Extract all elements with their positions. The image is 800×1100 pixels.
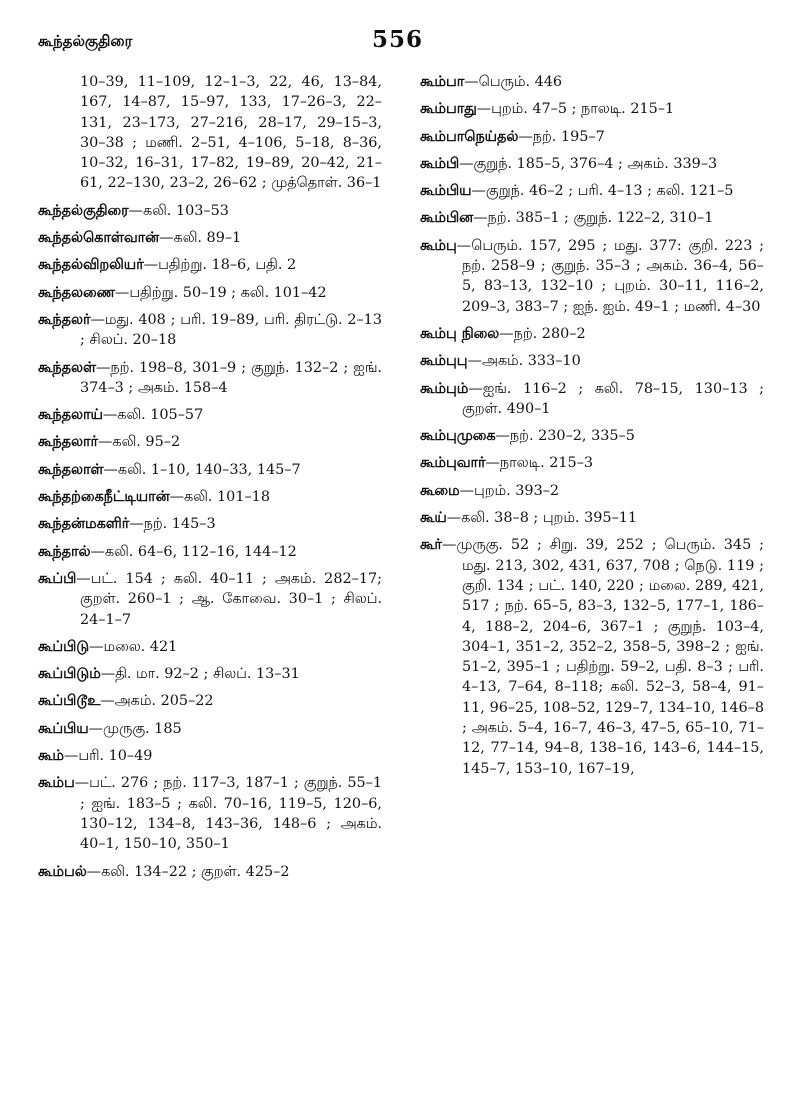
entry-headword: கூம்புவார் — [420, 455, 486, 472]
entry-headword: கூய் — [420, 510, 447, 527]
entry-headword: கூம்பா — [420, 74, 465, 90]
entry-headword: கூந்தற்கைநீட்டியான் — [38, 489, 170, 506]
entry-references: —முருகு. 52 ; சிறு. 39, 252 ; பெரும். 345 ; மது. 213, 302, 431, 637, 708 ; நெடு. 119 ; குறி. 134 ; பட். 140, 220 ; மலை. 289, 421, 517 ; நற். 65–5, 83–3, 132–5, 177–1, 186–4, 188–2, 204–6, 367–1 ; குறுந். 103–4, 304–1, 351–2, 352–2, 358–5, 398–2 ; ஐங். 51–2, 395–1 ; பதிற்று. 59–2, பதி. 8–3 ; பரி. 4–13, 7–64, 8–118; கலி. 52–3, 58–4, 91–11, 96–25, 108–52, 129–7, 134–10, 146–8 ; அகம். 5–4, 16–7, 46–3, 47–5, 65–10, 71–12, 77–14, 94–8, 138–16, 143–6, 144–15, 145–7, 153–10, 167–19, — [441, 537, 764, 777]
entry-headword: கூந்தல்குதிரை — [38, 202, 129, 219]
index-entry — [420, 236, 764, 317]
entry-headword: கூந்தல்விறலியர் — [38, 257, 144, 274]
index-entry — [420, 426, 764, 446]
entry-headword: கூம்பாநெய்தல் — [420, 128, 519, 145]
index-entry — [420, 72, 764, 92]
index-entry — [420, 324, 764, 344]
entry-headword: கூந்தலாள் — [38, 461, 104, 478]
entry-headword: கூந்தலாய் — [38, 407, 103, 424]
entry-headword: கூந்தல்கொள்வான் — [38, 230, 160, 247]
entry-references: —குறுந். 185–5, 376–4 ; அகம். 339–3 — [459, 155, 718, 172]
entry-references: —நற். 195–7 — [518, 128, 605, 145]
entry-headword: கூப்பிடு — [38, 638, 90, 655]
index-entry — [38, 310, 382, 351]
entry-references: —அகம். 205–22 — [100, 693, 214, 710]
entry-headword: கூம்பிய — [420, 183, 472, 200]
entry-headword: கூமை — [420, 482, 460, 499]
index-entry — [38, 637, 382, 657]
entry-headword: கூம்ப — [38, 775, 75, 792]
entry-headword: கூப்பிய — [38, 720, 89, 737]
index-entry — [420, 99, 764, 119]
entry-headword: கூம்பாது — [420, 101, 477, 118]
entry-references: —கலி. 101–18 — [169, 489, 270, 506]
index-entry — [420, 481, 764, 501]
entry-headword: கூந்தலணை — [38, 284, 115, 301]
entry-references: —பட். 276 ; நற். 117–3, 187–1 ; குறுந். 55–1 ; ஐங். 183–5 ; கலி. 70–16, 119–5, 120–6, 130–12, 134–8, 143–36, 148–6 ; அகம். 40–1, 150–10, 350–1 — [74, 775, 382, 853]
entry-headword: கூம்பி — [420, 155, 460, 172]
entry-references: —நாலடி. 215–3 — [485, 455, 594, 472]
index-entry — [38, 283, 382, 303]
entry-references: —தி. மா. 92–2 ; சிலப். 13–31 — [100, 666, 300, 683]
entry-headword: கூந்தலார் — [38, 434, 99, 451]
entry-references: —புறம். 393–2 — [459, 482, 560, 499]
index-entry — [38, 487, 382, 507]
entry-references: —பரி. 10–49 — [64, 748, 153, 765]
index-entry — [38, 405, 382, 425]
index-entry — [38, 664, 382, 684]
entry-references: —ஐங். 116–2 ; கலி. 78–15, 130–13 ; குறள். 490–1 — [462, 380, 764, 417]
right-column — [420, 72, 764, 786]
entry-references: —கலி. 1–10, 140–33, 145–7 — [103, 461, 301, 478]
running-head: கூந்தல்குதிரை — [38, 32, 133, 50]
index-entry — [420, 535, 764, 779]
entry-headword: கூம்புபு — [420, 353, 468, 370]
entry-headword: கூந்தன்மகளிர் — [38, 516, 130, 533]
page-header — [0, 0, 800, 60]
entry-headword: கூப்பிடும் — [38, 666, 101, 683]
entry-references: —கலி. 103–53 — [128, 202, 229, 219]
index-entry — [420, 127, 764, 147]
entry-headword: கூம்பின — [420, 210, 474, 227]
entry-references: —புறம். 47–5 ; நாலடி. 215–1 — [476, 101, 675, 118]
index-entry — [38, 358, 382, 399]
entry-references: —கலி. 89–1 — [159, 230, 242, 247]
index-entry — [420, 351, 764, 371]
entry-headword: கூம் — [38, 748, 65, 765]
index-entry — [420, 453, 764, 473]
index-entry — [420, 508, 764, 528]
index-entry — [38, 691, 382, 711]
index-entry — [38, 460, 382, 480]
index-entry — [420, 181, 764, 201]
entry-references: 10–39, 11–109, 12–1–3, 22, 46, 13–84, 167, 14–87, 15–97, 133, 17–26–3, 22–131, 23–173, 27–216, 28–17, 29–15–3, 30–38 ; மணி. 2–51, 4–106, 5–18, 8–36, 10–32, 16–31, 17–82, 19–89, 20–42, 21–61, 22–130, 23–2, 26–62 ; முத்தொள். 36–1 — [80, 74, 382, 192]
entry-headword: கூம்பும் — [420, 380, 469, 397]
index-entry — [38, 255, 382, 275]
index-entry — [38, 228, 382, 248]
entry-headword: கூம்பு நிலை — [420, 325, 500, 342]
index-entry — [38, 72, 382, 194]
page-number: 556 — [372, 26, 424, 53]
index-entry — [38, 719, 382, 739]
index-entry — [38, 862, 382, 882]
entry-headword: கூப்பிடூஉ — [38, 693, 101, 710]
entry-references: —அகம். 333–10 — [467, 353, 581, 370]
index-entry — [38, 569, 382, 630]
entry-references: —நற். 385–1 ; குறுந். 122–2, 310–1 — [473, 210, 714, 227]
entry-headword: கூந்தலர் — [38, 311, 91, 328]
entry-references: —மலை. 421 — [89, 638, 178, 655]
index-entry — [38, 542, 382, 562]
entry-headword: கூப்பி — [38, 570, 77, 587]
entry-references: —பட். 154 ; கலி. 40–11 ; அகம். 282–17; குறள். 260–1 ; ஆ. கோவை. 30–1 ; சிலப். 24–1–7 — [76, 570, 382, 628]
entry-headword: கூந்தலள் — [38, 359, 96, 376]
entry-headword: கூர் — [420, 537, 442, 554]
entry-headword: கூம்பல் — [38, 863, 87, 880]
index-entry — [420, 208, 764, 228]
entry-references: —மது. 408 ; பரி. 19–89, பரி. திரட்டு. 2–13 ; சிலப். 20–18 — [80, 311, 382, 349]
entry-headword: கூம்பு — [420, 237, 457, 254]
entry-references: —கலி. 38–8 ; புறம். 395–11 — [446, 510, 638, 527]
index-entry — [38, 201, 382, 221]
index-entry — [38, 773, 382, 854]
entry-references: —கலி. 95–2 — [98, 434, 181, 451]
entry-references: —பெரும். 157, 295 ; மது. 377: குறி. 223 ; நற். 258–9 ; குறுந். 35–3 ; அகம். 36–4, 56–5, 83–13, 132–10 ; புறம். 30–11, 116–2, 209–3, 383–7 ; ஐந். ஐம். 49–1 ; மணி. 4–30 — [456, 237, 764, 315]
entry-references: —நற். 145–3 — [129, 516, 216, 533]
left-column — [38, 72, 382, 889]
entry-references: —பெரும். 446 — [464, 74, 563, 90]
index-entry — [38, 514, 382, 534]
entry-references: —குறுந். 46–2 ; பரி. 4–13 ; கலி. 121–5 — [471, 183, 734, 200]
entry-references: —முருகு. 185 — [88, 720, 182, 737]
entry-references: —பதிற்று. 50–19 ; கலி. 101–42 — [114, 284, 327, 301]
entry-references: —நற். 280–2 — [499, 325, 586, 342]
index-entry — [38, 432, 382, 452]
entry-references: —நற். 230–2, 335–5 — [495, 428, 635, 445]
entry-references: —கலி. 134–22 ; குறள். 425–2 — [86, 863, 290, 880]
index-entry — [38, 746, 382, 766]
index-entry — [420, 379, 764, 420]
entry-references: —நற். 198–8, 301–9 ; குறுந். 132–2 ; ஐங். 374–3 ; அகம். 158–4 — [80, 359, 382, 396]
entry-headword: கூம்புமுகை — [420, 428, 496, 445]
entry-headword: கூந்தால் — [38, 543, 91, 560]
entry-references: —பதிற்று. 18–6, பதி. 2 — [143, 257, 297, 274]
entry-references: —கலி. 105–57 — [102, 407, 204, 424]
index-entry — [420, 154, 764, 174]
entry-references: —கலி. 64–6, 112–16, 144–12 — [90, 543, 297, 560]
